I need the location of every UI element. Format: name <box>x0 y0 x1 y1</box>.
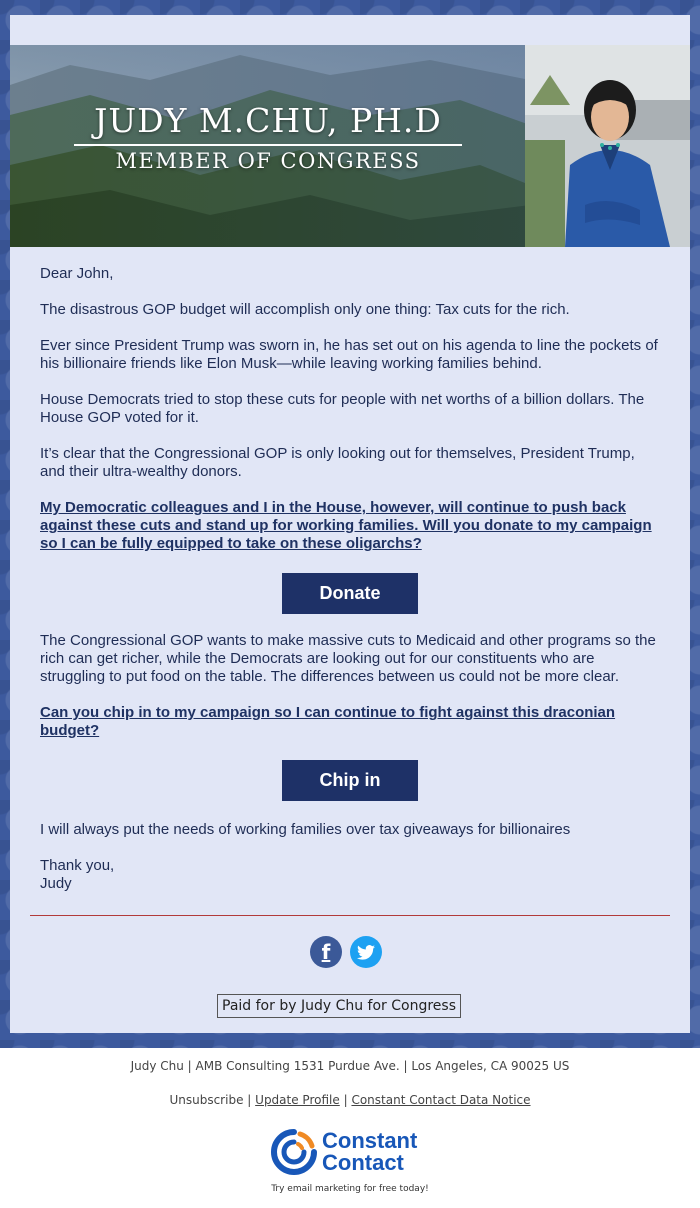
constant-contact-wordmark <box>322 1130 417 1174</box>
social-links <box>310 936 382 968</box>
paragraph: I will always put the needs of working families over tax giveaways for billionaires <box>40 821 571 838</box>
facebook-icon[interactable] <box>310 936 342 968</box>
chip-in-button[interactable]: Chip in <box>282 760 418 801</box>
constant-contact-mark-icon <box>270 1128 318 1176</box>
signoff: Thank you, <box>40 857 115 874</box>
chip-in-appeal-link[interactable]: Can you chip in to my campaign so I can continue to fight against this draconian budget? <box>40 704 616 739</box>
email-body <box>40 265 660 911</box>
paragraph: House Democrats tried to stop these cuts for people with net worths of a billion dollars. The House GOP voted for it. <box>40 391 645 426</box>
greeting: Dear John, <box>40 265 114 282</box>
paragraph: The Congressional GOP wants to make massive cuts to Medicaid and other programs so the rich can get richer, while the Democrats are looking out for our constituents who are struggling to put food on the table. The differences between us could not be more clear. <box>40 632 656 685</box>
separator: | <box>247 1093 252 1107</box>
constant-contact-tagline[interactable]: Try email marketing for free today! <box>271 1184 429 1194</box>
paragraph: Ever since President Trump was sworn in, he has set out on his agenda to line the pockets of his billionaire friends like Elon Musk—while leaving working families behind. <box>40 337 658 372</box>
banner-title: JUDY M.CHU, PH.D <box>94 101 442 140</box>
banner-subtitle: MEMBER OF CONGRESS <box>115 149 421 173</box>
data-notice-link[interactable]: Constant Contact Data Notice <box>351 1093 531 1107</box>
unsubscribe-link[interactable]: Unsubscribe <box>169 1093 244 1107</box>
facebook-glyph: f <box>321 940 331 964</box>
update-profile-link[interactable]: Update Profile <box>255 1093 340 1107</box>
donate-button[interactable]: Donate <box>282 573 418 614</box>
paragraph: The disastrous GOP budget will accomplish only one thing: Tax cuts for the rich. <box>40 301 570 318</box>
banner-landscape <box>10 45 690 247</box>
email-card <box>10 15 690 1033</box>
paragraph: It’s clear that the Congressional GOP is only looking out for themselves, President Trump, and their ultra-wealthy donors. <box>40 445 635 480</box>
signature: Judy <box>40 875 72 892</box>
sender-address: Judy Chu | AMB Consulting 1531 Purdue Ave. | Los Angeles, CA 90025 US <box>130 1059 570 1073</box>
donate-appeal-link[interactable]: My Democratic colleagues and I in the House, however, will continue to push back against these cuts and stand up for working families. Will you donate to my campaign so I can be fully equipped to take on these oligarchs? <box>40 499 652 552</box>
twitter-bird-icon <box>357 945 375 960</box>
twitter-icon[interactable] <box>350 936 382 968</box>
footer-links <box>0 1093 700 1107</box>
logo-line-1: Constant <box>322 1128 418 1153</box>
header-banner <box>10 45 690 247</box>
paid-for-by-disclaimer: Paid for by Judy Chu for Congress <box>217 994 461 1018</box>
footer-divider <box>30 915 670 916</box>
banner-divider <box>74 144 462 146</box>
constant-contact-logo[interactable] <box>270 1128 440 1178</box>
separator: | <box>343 1093 348 1107</box>
logo-line-2: Contact <box>322 1150 404 1175</box>
